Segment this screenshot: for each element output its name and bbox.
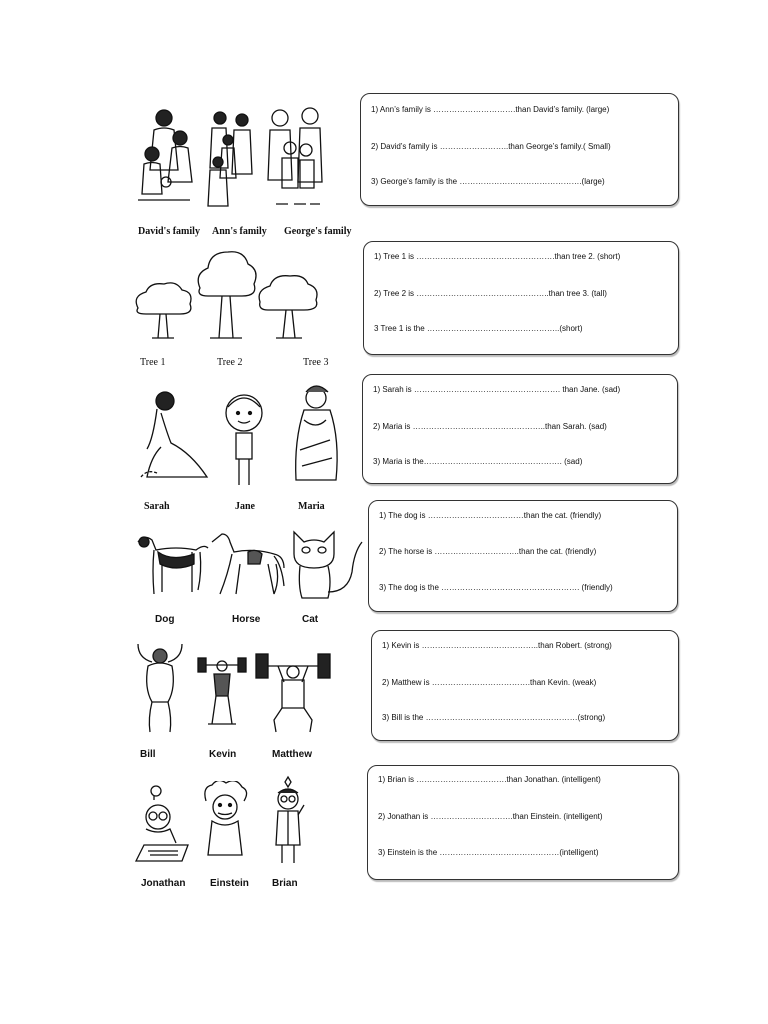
- sentence-5-2[interactable]: 2) Matthew is ……………………………….than Kevin. (weak): [382, 678, 597, 687]
- caption-brian: Brian: [272, 878, 298, 889]
- sentence-1-2[interactable]: 2) David’s family is ……………………..than George’s family.( Small): [371, 142, 611, 151]
- caption-tree-1: Tree 1: [140, 357, 166, 368]
- cat-icon: [288, 526, 364, 602]
- sentence-box-6: [367, 765, 679, 880]
- horse-icon: [208, 530, 288, 600]
- einstein-icon: [200, 781, 250, 861]
- caption-georges-family: George's family: [284, 226, 352, 237]
- sentence-box-4: [368, 500, 678, 612]
- sentence-box-3: [362, 374, 678, 484]
- tall-tree-icon: [194, 248, 258, 342]
- sentence-5-1[interactable]: 1) Kevin is ……………………………………..than Robert. (strong): [382, 641, 612, 650]
- short-tree-icon: [132, 282, 194, 342]
- sentence-2-1[interactable]: 1) Tree 1 is …………………………………………….than tree 2. (short): [374, 252, 621, 261]
- caption-jonathan: Jonathan: [141, 878, 186, 889]
- medium-tree-icon: [256, 272, 322, 342]
- caption-tree-3: Tree 3: [303, 357, 329, 368]
- caption-jane: Jane: [235, 501, 255, 512]
- muscleman-icon: [132, 640, 188, 736]
- weightlifter-icon: [196, 652, 248, 728]
- caption-tree-2: Tree 2: [217, 357, 243, 368]
- smiling-child-icon: [218, 391, 270, 491]
- caption-sarah: Sarah: [144, 501, 170, 512]
- sentence-box-5: [371, 630, 679, 741]
- caption-matthew: Matthew: [272, 749, 312, 760]
- caption-anns-family: Ann's family: [212, 226, 267, 237]
- weeping-woman-icon: [282, 380, 348, 488]
- family-small-icon: [132, 104, 196, 212]
- sentence-6-1[interactable]: 1) Brian is …………………………….than Jonathan. (intelligent): [378, 775, 601, 784]
- caption-bill: Bill: [140, 749, 156, 760]
- family-medium-icon: [202, 106, 260, 212]
- sentence-6-2[interactable]: 2) Jonathan is ………………………….than Einstein. (intelligent): [378, 812, 603, 821]
- sentence-3-2[interactable]: 2) Maria is …………………………………………..than Sarah. (sad): [373, 422, 607, 431]
- heavy-lifter-icon: [254, 652, 332, 736]
- sentence-3-1[interactable]: 1) Sarah is ………………………………………………. than Jane. (sad): [373, 385, 621, 394]
- crying-girl-icon: [135, 385, 215, 485]
- sentence-box-2: [363, 241, 679, 355]
- sentence-6-3[interactable]: 3) Einstein is the ………………………………………(intelligent): [378, 848, 599, 857]
- dog-icon: [134, 532, 210, 598]
- sentence-5-3[interactable]: 3) Bill is the …………………………………………………(strong): [382, 713, 606, 722]
- sentence-2-3[interactable]: 3 Tree 1 is the …………………………………………..(short): [374, 324, 583, 333]
- caption-einstein: Einstein: [210, 878, 249, 889]
- sentence-box-1: [360, 93, 679, 206]
- sentence-3-3[interactable]: 3) Maria is the……………………………………………. (sad): [373, 457, 583, 466]
- caption-maria: Maria: [298, 501, 325, 512]
- family-large-icon: [264, 104, 328, 212]
- scientist-icon: [268, 775, 308, 867]
- caption-cat: Cat: [302, 614, 319, 625]
- sentence-1-3[interactable]: 3) George’s family is the ……………………………………….(large): [371, 177, 605, 186]
- sentence-2-2[interactable]: 2) Tree 2 is …………………………………………..than tree 3. (tall): [374, 289, 607, 298]
- sentence-4-3[interactable]: 3) The dog is the ……………………………………………. (friendly): [379, 583, 613, 592]
- caption-dog: Dog: [155, 614, 175, 625]
- sentence-4-2[interactable]: 2) The horse is …………………………..than the cat. (friendly): [379, 547, 597, 556]
- caption-horse: Horse: [232, 614, 261, 625]
- caption-davids-family: David's family: [138, 226, 200, 237]
- sentence-1-1[interactable]: 1) Ann’s family is ………………………….than David’s family. (large): [371, 105, 610, 114]
- caption-kevin: Kevin: [209, 749, 237, 760]
- sentence-4-1[interactable]: 1) The dog is ………………………………than the cat. (friendly): [379, 511, 602, 520]
- student-thinking-icon: [132, 783, 194, 865]
